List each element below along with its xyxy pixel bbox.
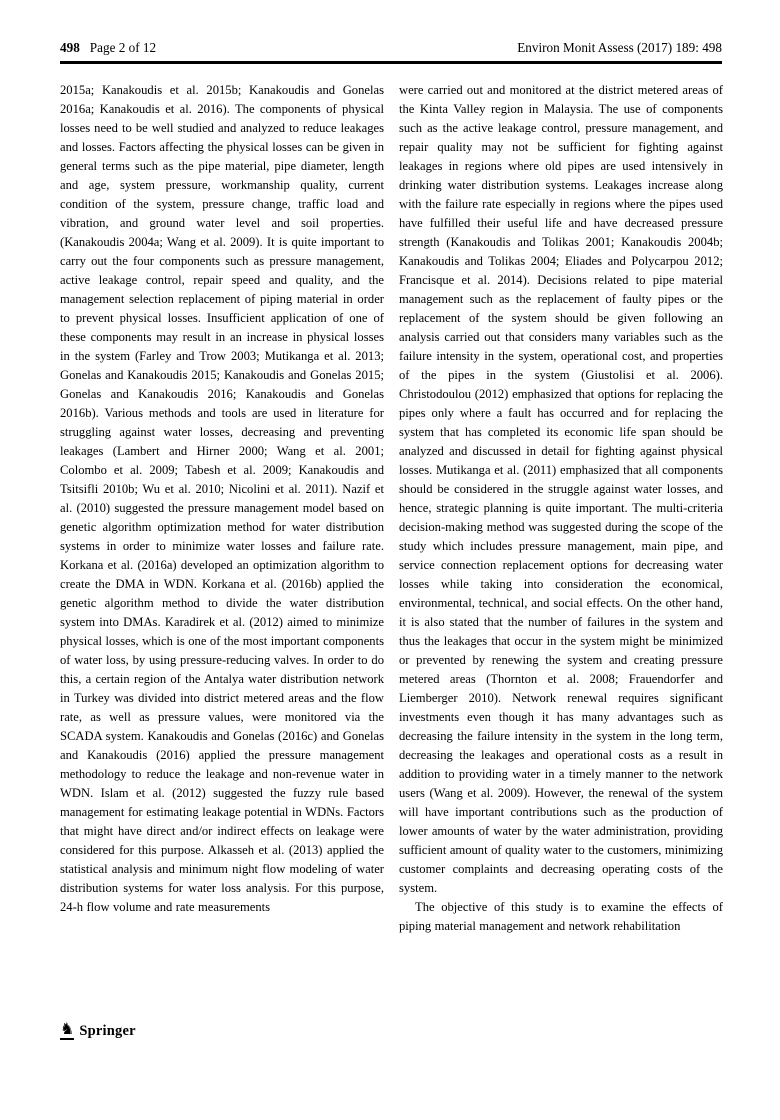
header-left [60,40,156,55]
page-label: Page 2 of 12 [89,40,157,55]
body-paragraph-objective: The objective of this study is to examine the effects of piping material management and network rehabilitation [399,900,723,933]
header-rule [60,61,722,64]
left-column [60,81,384,936]
article-body [60,81,723,936]
springer-knight-icon: ♞ [60,1019,75,1038]
running-head [60,40,722,55]
body-paragraph-right: were carried out and monitored at the district metered areas of the Kinta Valley region in Malaysia. The use of components such as the active leakage control, pressure management, and repair quality may not be sufficient for fighting against leakages in regions where old pipes are used intensively in drinking water distribution systems. Leakages increase along with the failure rate especially in regions where the pipes used have fulfilled their useful life and have decreased pressure strength (Kanakoudis and Tolikas 2001; Kanakoudis 2004b; Kanakoudis and Tolikas 2004; Eliades and Polycarpou 2012; Francisque et al. 2014). Decisions related to pipe material management such as the replacement of faulty pipes or the replacement of the system should be given following an analysis carried out that considers many variables such as the failure intensity in the system, operational cost, and properties of the pipes in the system (Giustolisi et al. 2006). Christodoulou (2012) emphasized that options for replacing the pipes only where a fault has occurred and for replacing the system that has completed its economic life span should be analyzed and discussed in detail for fighting against physical losses. Mutikanga et al. (2011) emphasized that all components should be considered in the struggle against water losses, and hence, strategic planning is quite important. The multi-criteria decision-making method was suggested during the scope of the study which includes pressure management, main pipe, and service connection replacement options for decreasing water losses while taking into consideration the economical, environmental, technical, and social effects. On the other hand, it is also stated that the number of failures in the system and thus the leakages that occur in the system might be minimized or prevented by renewing the system and creating pressure metered areas (Thornton et al. 2008; Frauendorfer and Liemberger 2010). Network renewal requires significant investments even though it has many advantages such as decreasing the failure intensity in the system in the long term, decreasing the leakages and operational costs as a result in addition to providing water in a timely manner to the network users (Wang et al. 2009). However, the renewal of the system will have important contributions such as the production of lower amounts of water by the water administration, providing sufficient amount of quality water to the customers, minimizing customer complaints and decreasing operating costs of the system. [399,83,723,895]
publisher-name: Springer [79,1023,136,1039]
article-number: 498 [60,40,80,55]
body-paragraph-left: 2015a; Kanakoudis et al. 2015b; Kanakoudis and Gonelas 2016a; Kanakoudis et al. 2016). The components of physical losses need to be well studied and analyzed to reduce leakages and losses. Factors affecting the physical losses can be given in general terms such as the pipe material, pipe diameter, length and age, system pressure, workmanship quality, current condition of the system, pressure change, traffic load and vibration, and ground water level and soil properties. (Kanakoudis 2004a; Wang et al. 2009). It is quite important to carry out the four components such as pressure management, active leakage control, repair speed and quality, and the management selection replacement of piping material in order to prevent physical losses. Insufficient application of one of these components may result in an increase in physical losses in the system (Farley and Trow 2003; Mutikanga et al. 2013; Gonelas and Kanakoudis 2015; Kanakoudis and Gonelas 2015; Gonelas and Kanakoudis 2016; Kanakoudis and Gonelas 2016b). Various methods and tools are used in literature for struggling against water losses, decreasing and preventing leakages (Lambert and Hirner 2000; Wang et al. 2001; Colombo et al. 2009; Tabesh et al. 2009; Kanakoudis and Tsitsifli 2010b; Wu et al. 2010; Nicolini et al. 2011). Nazif et al. (2010) suggested the pressure management model based on genetic algorithm optimization method for water distribution systems in order to minimize water losses and failure rate. Korkana et al. (2016a) developed an optimization algorithm to create the DMA in WDN. Korkana et al. (2016b) applied the genetic algorithm method to divide the water distribution system into DMAs. Karadirek et al. (2012) aimed to minimize physical losses, which is one of the most important components of water loss, by using pressure-reducing valves. In order to do this, a certain region of the Antalya water distribution network in Turkey was divided into district metered areas and the flow rate, as well as pressure values, were monitored via the SCADA system. Kanakoudis and Gonelas (2016c) and Gonelas and Kanakoudis (2016) applied the pressure management methodology to reduce the leakage and non-revenue water in WDN. Islam et al. (2012) suggested the fuzzy rule based management for estimating leakage potential in WDNs. Factors that might have direct and/or indirect effects on leakage were considered for this purpose. Alkasseh et al. (2013) applied the statistical analysis and minimum night flow modeling of water distribution systems for water loss analysis. For this purpose, 24-h flow volume and rate measurements [60,83,384,914]
journal-reference: Environ Monit Assess (2017) 189: 498 [517,40,722,55]
right-column [399,81,723,936]
page-footer [60,1020,136,1039]
